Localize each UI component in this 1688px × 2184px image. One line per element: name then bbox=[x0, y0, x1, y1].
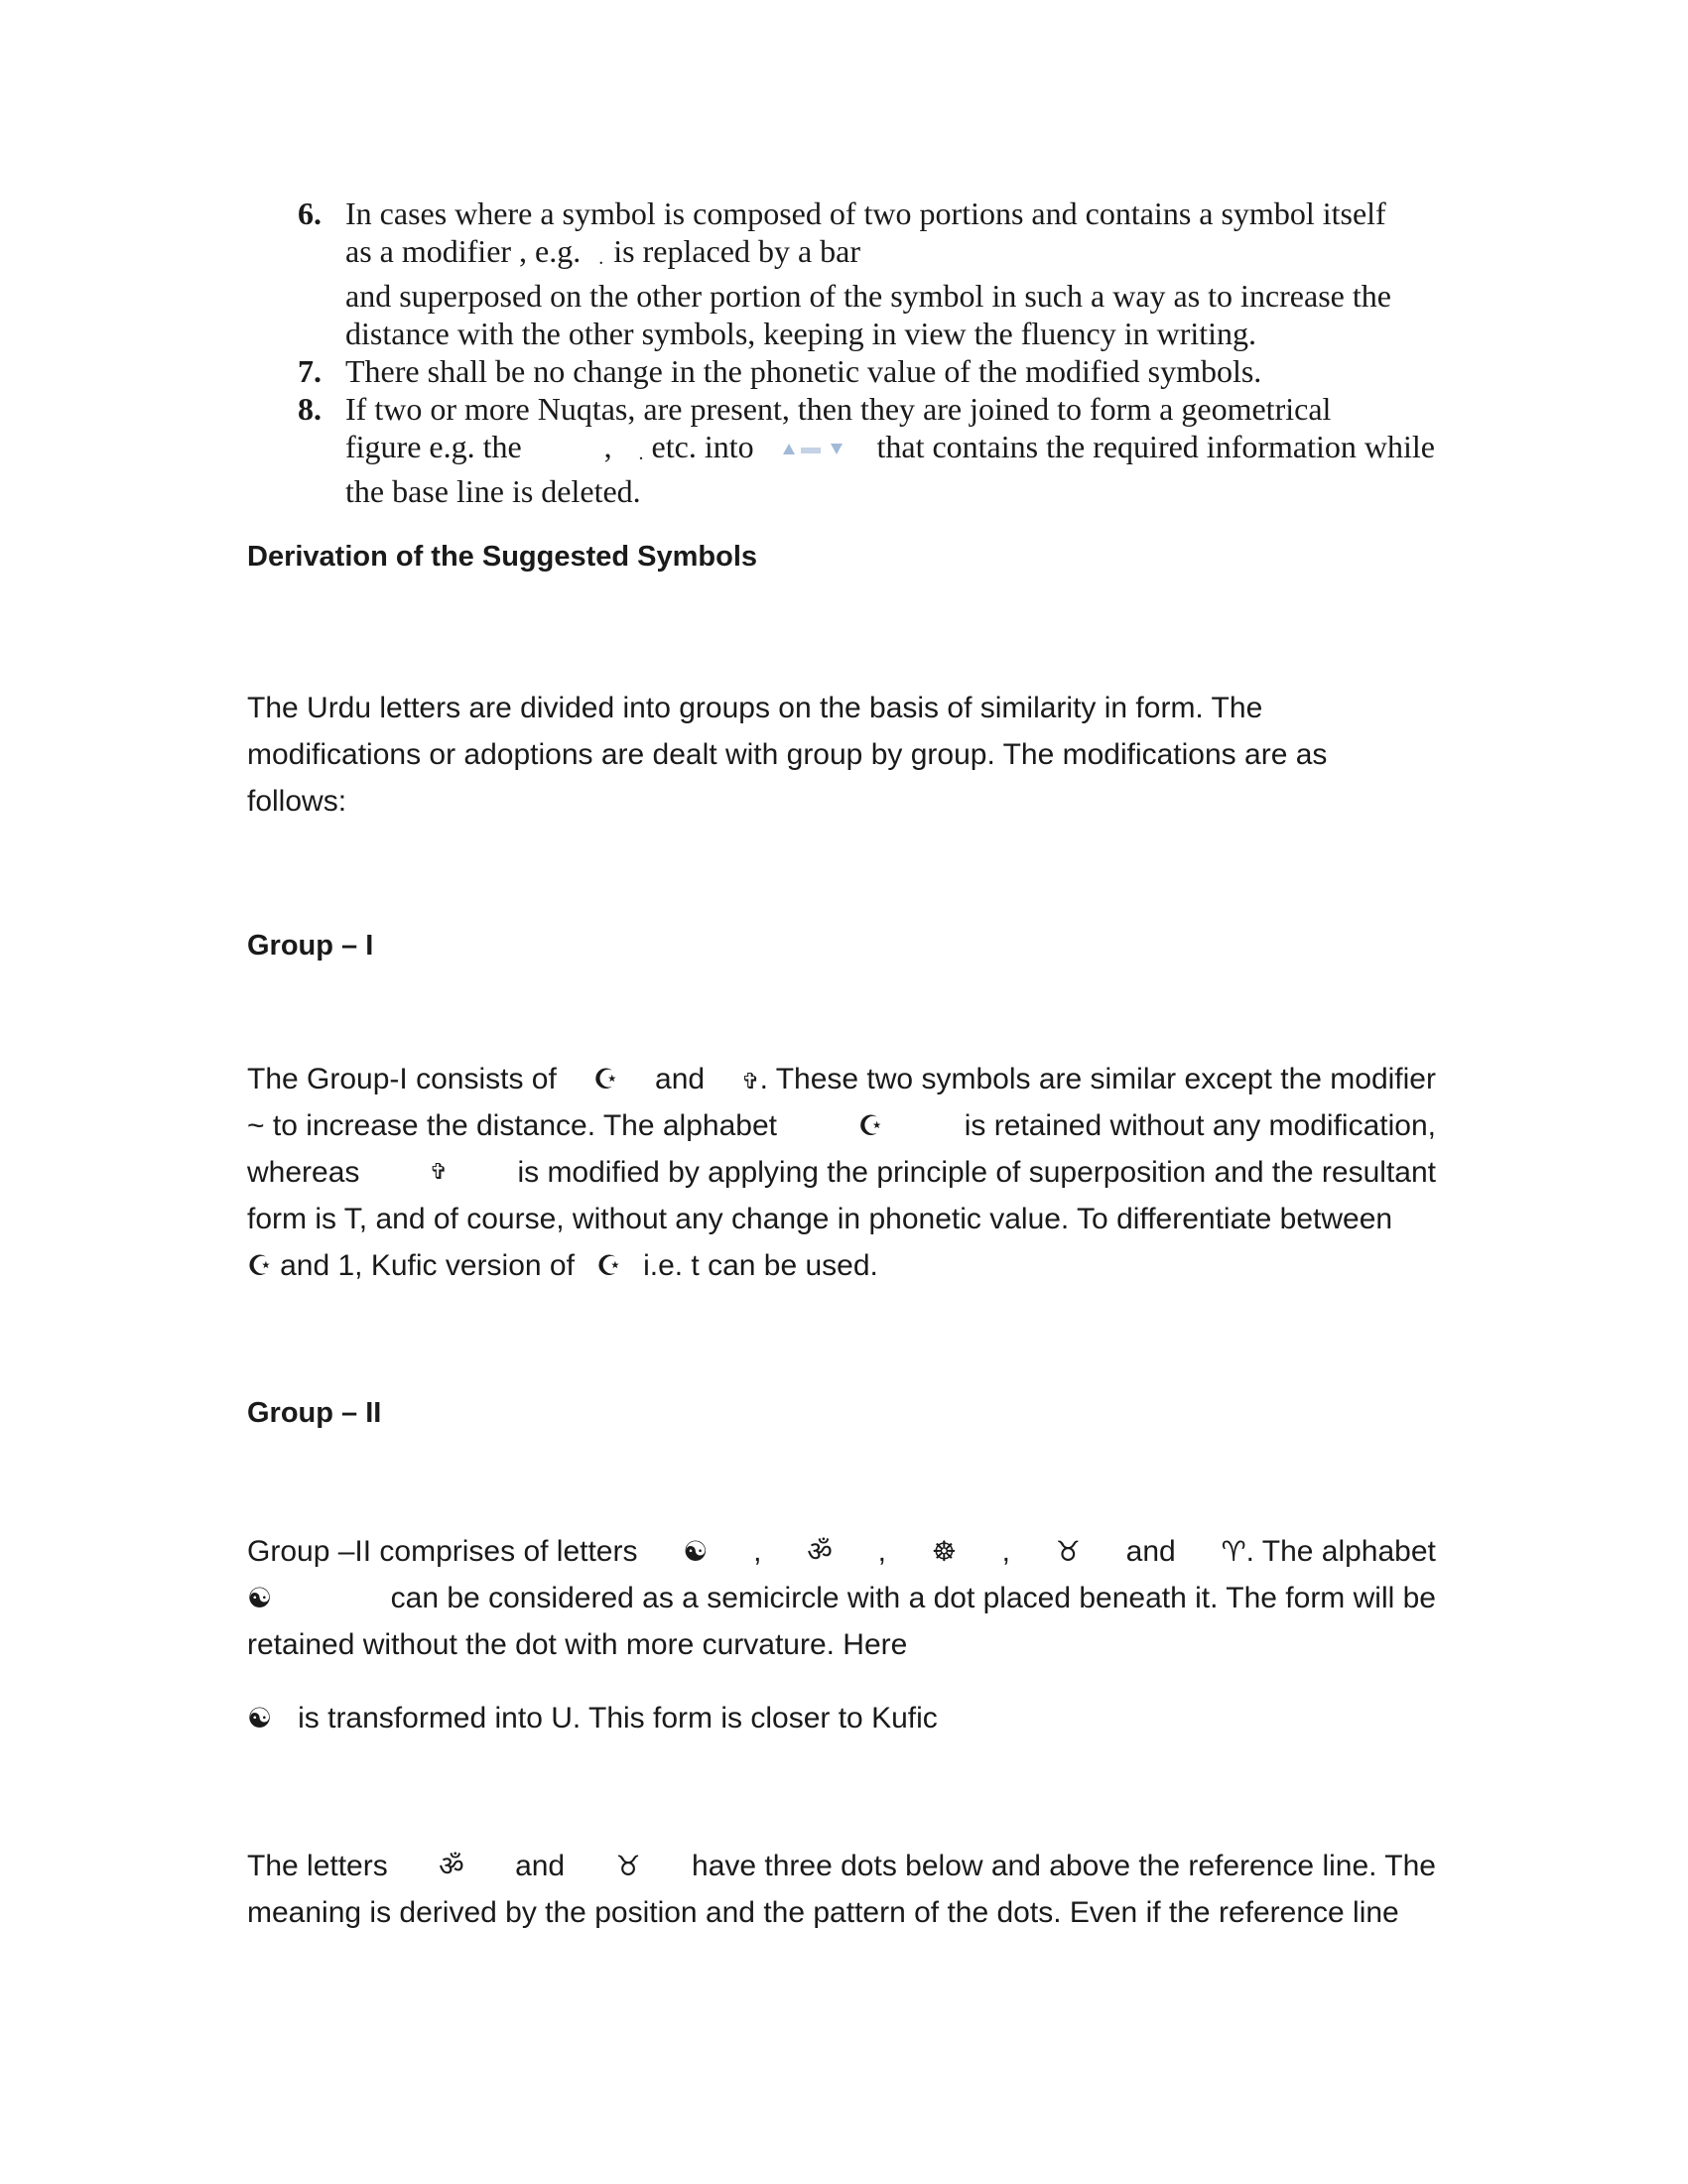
numbered-list bbox=[288, 194, 1435, 510]
aries-symbol-icon: ♈ bbox=[1221, 1535, 1246, 1568]
list-line: If two or more Nuqtas, are present, then they are joined to form a geometrical bbox=[345, 391, 1332, 427]
crescent-symbol-icon: ☪ bbox=[595, 1249, 622, 1282]
group-1-paragraph bbox=[247, 1056, 1436, 1289]
list-line: and superposed on the other portion of the symbol in such a way as to increase the bbox=[345, 278, 1391, 314]
paragraph-line: ☪ and 1, Kufic version of ☪ i.e. t can be used. bbox=[247, 1242, 1436, 1289]
list-line: In cases where a symbol is composed of two portions and contains a symbol itself bbox=[345, 195, 1386, 231]
crescent-symbol-icon: ☪ bbox=[592, 1063, 618, 1095]
yin-yang-symbol-icon: ☯ bbox=[247, 1702, 273, 1734]
paragraph-line: The Urdu letters are divided into groups on the basis of similarity in form. The bbox=[247, 692, 1263, 724]
list-line: as a modifier , e.g. . is replaced by a bar bbox=[345, 233, 861, 269]
paragraph-line: The letters ॐ and ♉ have three dots below and above the reference line. The bbox=[247, 1843, 1436, 1889]
taurus-symbol-icon: ♉ bbox=[615, 1850, 641, 1882]
crescent-symbol-icon: ☪ bbox=[247, 1249, 273, 1282]
nuqta-dot-icon: . bbox=[638, 443, 644, 464]
yin-yang-symbol-icon: ☯ bbox=[683, 1535, 709, 1568]
geometric-figure-icon bbox=[781, 428, 850, 472]
list-number: 8. bbox=[298, 391, 322, 427]
om-symbol-icon: ॐ bbox=[807, 1535, 833, 1568]
paragraph-line: ☯ can be considered as a semicircle with a dot placed beneath it. The form will be bbox=[247, 1575, 1436, 1621]
paragraph-line: follows: bbox=[247, 785, 347, 818]
intro-paragraph bbox=[247, 685, 1436, 825]
cross-symbol-icon: ✞ bbox=[429, 1160, 449, 1185]
yin-yang-symbol-icon: ☯ bbox=[247, 1582, 273, 1614]
list-item bbox=[288, 352, 1435, 390]
modifier-dot-icon: . bbox=[598, 247, 604, 269]
list-item bbox=[288, 194, 1435, 352]
list-line: distance with the other symbols, keeping in view the fluency in writing. bbox=[345, 316, 1257, 351]
paragraph-line: The Group-I consists of ☪ and ✞. These two symbols are similar except the modifier bbox=[247, 1056, 1436, 1102]
list-number: 7. bbox=[298, 353, 322, 389]
group-2-heading: Group – II bbox=[247, 1397, 382, 1429]
paragraph-line: ~ to increase the distance. The alphabet ☪ is retained without any modification, bbox=[247, 1102, 1436, 1149]
paragraph-line: Group –II comprises of letters ☯ , ॐ , ☸ , ♉ and ♈. The alphabet bbox=[247, 1528, 1436, 1575]
om-symbol-icon: ॐ bbox=[439, 1850, 464, 1882]
section-heading: Derivation of the Suggested Symbols bbox=[247, 541, 758, 573]
list-item bbox=[288, 390, 1435, 510]
list-line: the base line is deleted. bbox=[345, 473, 641, 509]
group-2-paragraph bbox=[247, 1528, 1436, 1936]
list-number: 6. bbox=[298, 195, 322, 231]
paragraph-line: retained without the dot with more curvature. Here bbox=[247, 1628, 908, 1661]
group-1-heading: Group – I bbox=[247, 930, 374, 962]
paragraph-line: whereas ✞ is modified by applying the principle of superposition and the resultant bbox=[247, 1149, 1436, 1196]
paragraph-line: modifications or adoptions are dealt with group by group. The modifications are as bbox=[247, 738, 1328, 771]
list-line: figure e.g. the , . etc. into that contains the required information while bbox=[345, 428, 1435, 472]
paragraph-line: meaning is derived by the position and the pattern of the dots. Even if the reference line bbox=[247, 1896, 1399, 1929]
paragraph-line: ☯ is transformed into U. This form is closer to Kufic bbox=[247, 1695, 1436, 1741]
wheel-symbol-icon: ☸ bbox=[931, 1535, 957, 1568]
list-line: There shall be no change in the phonetic value of the modified symbols. bbox=[345, 353, 1262, 389]
paragraph-line: form is T, and of course, without any change in phonetic value. To differentiate between bbox=[247, 1203, 1393, 1235]
taurus-symbol-icon: ♉ bbox=[1055, 1535, 1081, 1568]
cross-symbol-icon: ✞ bbox=[741, 1070, 760, 1094]
crescent-symbol-icon: ☪ bbox=[857, 1109, 883, 1142]
